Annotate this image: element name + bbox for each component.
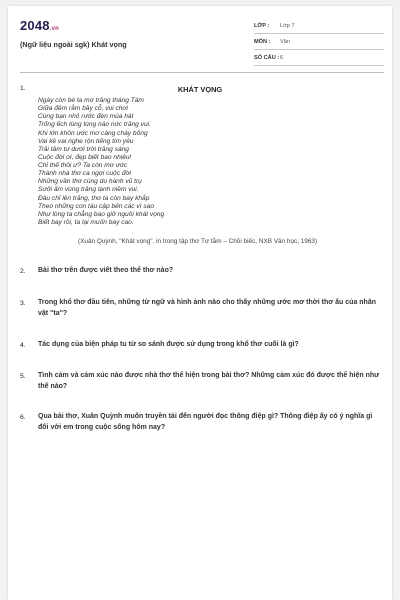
poem-line: Giữa đêm rằm bầy cỗ, vui chơi [38, 105, 128, 113]
poem-line: Chỉ thế thôi ư? Ta còn mơ ước [38, 162, 128, 169]
meta-row-subject [254, 34, 384, 50]
question-number: 4. [20, 342, 26, 349]
poem-line: Trải tâm tư dưới trời trăng sáng [38, 145, 129, 153]
question-text: Trong khổ thơ đầu tiên, những từ ngữ và hình ảnh nào cho thấy những ước mơ thời thơ ấu của nhân vật "ta"? [38, 299, 376, 317]
meta-value: Văn [280, 38, 290, 45]
poem-line: Khi lớn khôn ước mơ càng cháy bỏng [38, 129, 148, 137]
meta-label: SỐ CÂU : [254, 54, 280, 61]
meta-value: 6 [280, 54, 284, 61]
poem-line: Ngày còn bé ta mơ trăng tháng Tám [38, 97, 144, 104]
question-number: 2. [20, 268, 26, 275]
meta-label: MÔN : [254, 38, 271, 45]
meta-row-question-count [254, 50, 384, 66]
meta-label: LỚP : [254, 22, 270, 29]
poem-source: (Xuân Quỳnh, "Khát vọng", in trong tập thơ Tơ tằm – Chồi biếc, NXB Văn học, 1963) [78, 238, 318, 245]
worksheet-page [8, 6, 392, 600]
meta-row-class [254, 18, 384, 34]
logo-text: 2048 [20, 18, 50, 33]
poem-line: Trống ếch lùng tùng náo nức trăng vui. [38, 121, 151, 129]
question-text: Tác dụng của biện pháp tu từ so sánh được sử dụng trong khổ thơ cuối là gì? [38, 341, 299, 348]
poem-line: Vai kề vai nghe rộn tiếng tim yêu [38, 137, 134, 145]
poem-line: Cuộc đời ơi, đẹp biết bao nhiêu! [38, 153, 132, 161]
question-number: 6. [20, 414, 26, 421]
header-divider [20, 72, 384, 73]
poem-text [38, 97, 164, 227]
question-number: 5. [20, 373, 26, 380]
question-text: Tình cảm và cảm xúc nào được nhà thơ thể hiện trong bài thơ? Những cảm xúc đó được thể hiện như thế nào? [38, 372, 380, 390]
poem-line: Biết bay rồi, ta lại muốn bay cao. [38, 218, 134, 226]
question-text: Bài thơ trên được viết theo thể thơ nào? [38, 267, 174, 274]
question-text: Qua bài thơ, Xuân Quỳnh muốn truyền tải đến người đọc thông điệp gì? Thông điệp ấy có ý nghĩa gì đối với em trong cuộc sống hôm nay? [38, 413, 373, 431]
poem-line: Sưởi ấm vùng trăng lạnh niềm vui. [38, 186, 139, 194]
poem-line: Cùng bạn nhỏ rước đèn múa hát [38, 113, 134, 121]
meta-value: Lớp 7 [280, 22, 295, 29]
poem-line: Đâu chỉ lên trăng, thơ ta còn bay khắp [38, 194, 150, 202]
logo-suffix: .vn [49, 26, 60, 32]
question-number: 3. [20, 300, 26, 307]
worksheet-subtitle: (Ngữ liệu ngoài sgk) Khát vọng [20, 40, 127, 49]
question-number: 1. [20, 85, 26, 92]
poem-line: Theo những con tàu cập bến các vì sao [38, 202, 154, 210]
meta-table [254, 18, 384, 66]
poem-title: KHÁT VỌNG [177, 85, 223, 94]
poem-line: Như lòng ta chẳng bao giờ nguôi khát vọng [38, 210, 165, 218]
poem-line: Thành nhà thơ ca ngợi cuộc đời [38, 170, 131, 178]
site-logo[interactable] [20, 18, 59, 33]
poem-line: Những vần thơ cùng du hành vũ trụ [38, 178, 142, 186]
